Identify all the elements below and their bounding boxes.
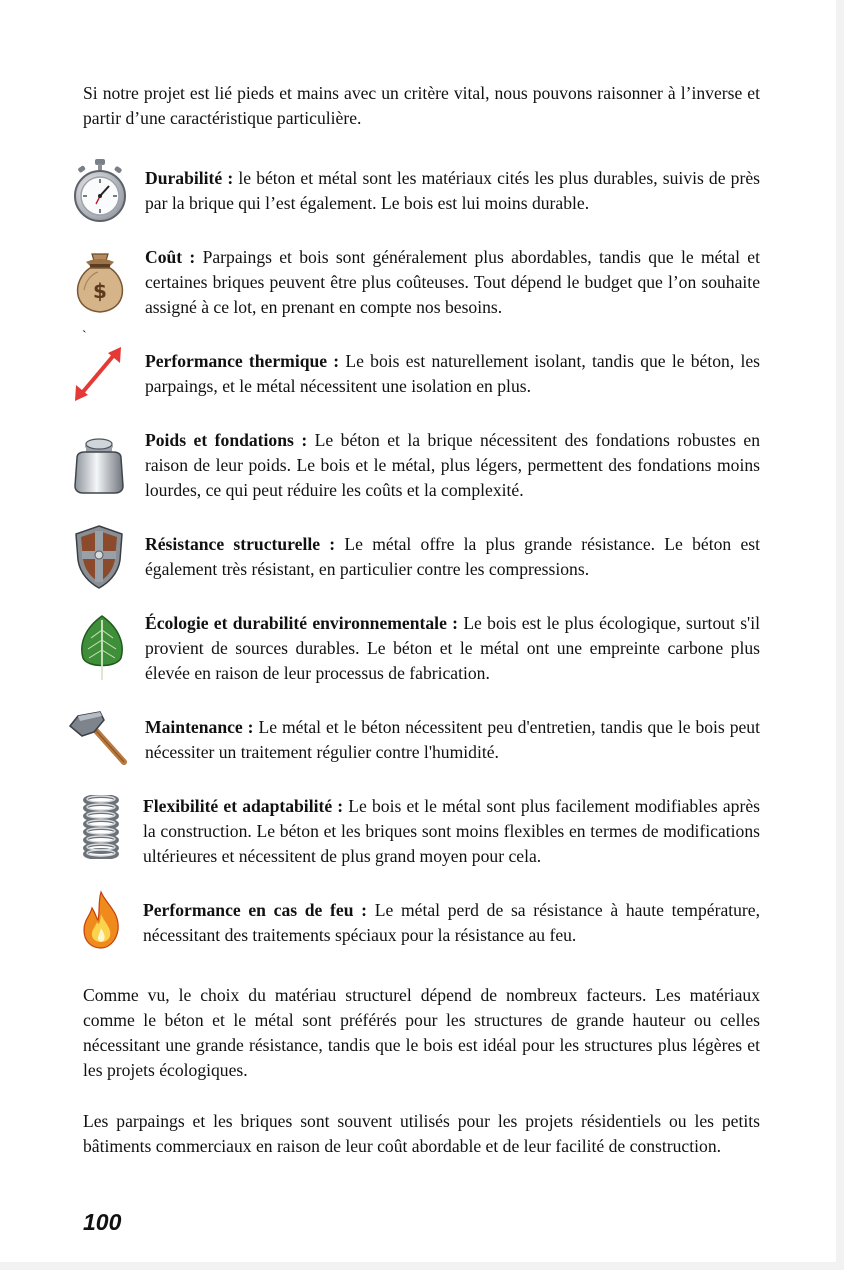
item-text: Parpaings et bois sont généralement plus abordables, tandis que le métal et certaines briques peuvent être plus coûteuses. Tout dépend le budget que l’on souhaite assigné à ce lot, en prenant en compte nos besoins. [145, 247, 760, 317]
item-text: le béton et métal sont les matériaux cités les plus durables, suivis de près par la brique qui l’est également. Le bois est lui moins durable. [145, 168, 760, 213]
item-title: Performance thermique : [145, 351, 340, 371]
item-text: Le bois et le métal sont plus facilement modifiables après la construction. Le béton et les briques sont moins flexibles en termes de modifications ultérieures et nécessitent de plus grand moyen pour cela. [143, 796, 760, 866]
list-item [143, 898, 760, 948]
item-title: Poids et fondations : [145, 430, 308, 450]
list-item [145, 349, 760, 399]
shield-icon [74, 524, 124, 590]
item-title: Durabilité : [145, 168, 234, 188]
intro-paragraph: Si notre projet est lié pieds et mains avec un critère vital, nous pouvons raisonner à l’inverse et partir d’une caractéristique particulière. [83, 83, 760, 128]
list-item [145, 532, 760, 582]
list-item [145, 166, 760, 216]
item-text: Le métal offre la plus grande résistance. Le béton est également très résistant, en particulier contre les compressions. [145, 534, 760, 579]
item-title: Écologie et durabilité environnementale : [145, 613, 459, 633]
weight-icon [71, 436, 127, 496]
item-title: Performance en cas de feu : [143, 900, 368, 920]
money-bag-icon [70, 250, 130, 314]
list-item [145, 428, 760, 503]
double-arrow-icon [70, 343, 126, 405]
leaf-icon [77, 614, 127, 682]
item-text: Le métal perd de sa résistance à haute température, nécessitant des traitements spéciaux pour la résistance au feu. [143, 900, 760, 945]
list-item [145, 245, 760, 320]
list-item [145, 715, 760, 765]
item-text: Le bois est le plus écologique, surtout s'il provient de sources durables. Le béton et le métal ont une empreinte carbone plus élevée en raison de leur processus de fabrication. [145, 613, 760, 683]
item-title: Résistance structurelle : [145, 534, 336, 554]
item-text: Le béton et la brique nécessitent des fondations robustes en raison de leur poids. Le bois et le métal, plus légers, permettent des fondations moins lourdes, ce qui peut réduire les coûts et la complexité. [145, 430, 760, 500]
stopwatch-icon [72, 158, 128, 222]
svg-text:$: $ [93, 279, 107, 303]
conclusion-paragraph-1: Comme vu, le choix du matériau structurel dépend de nombreux facteurs. Les matériaux comme le béton et le métal sont préférés pour les structures de grande hauteur ou celles nécessitant une grande résistance, tandis que le bois est idéal pour les structures plus légères et les projets écologiques. [83, 985, 760, 1080]
item-text: Le bois est naturellement isolant, tandis que le béton, les parpaings, et le métal nécessitent une isolation en plus. [145, 351, 760, 396]
item-title: Maintenance : [145, 717, 254, 737]
list-item [145, 611, 760, 686]
item-title: Coût : [145, 247, 196, 267]
spring-icon [80, 795, 122, 859]
item-title: Flexibilité et adaptabilité : [143, 796, 344, 816]
list-item [143, 794, 760, 869]
fire-icon [80, 890, 122, 950]
item-text: Le métal et le béton nécessitent peu d'entretien, tandis que le bois peut nécessiter un traitement régulier contre l'humidité. [145, 717, 760, 762]
hammer-icon [68, 710, 130, 768]
conclusion-paragraph-2: Les parpaings et les briques sont souvent utilisés pour les projets résidentiels ou les petits bâtiments commerciaux en raison de leur coût abordable et de leur facilité de construction. [83, 1111, 760, 1156]
stray-mark: ` [82, 329, 87, 344]
page-number: 100 [83, 1209, 122, 1235]
